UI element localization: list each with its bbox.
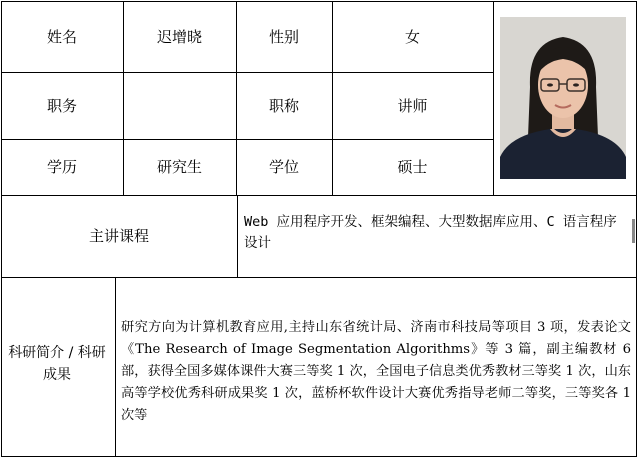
gender-label: 性别 [268,27,299,46]
col-line-4 [493,1,494,195]
degree-value: 硕士 [397,158,428,176]
gender-value: 女 [404,27,420,46]
research-label: 科研简介 / 科研成果 [8,345,106,383]
courses-text: Web 应用程序开发、框架编程、大型数据库应用、C 语言程序设计 [244,214,617,251]
table-border-bottom [1,456,636,457]
education-label: 学历 [46,158,77,176]
row-line-4 [1,277,636,278]
title-value: 讲师 [397,96,428,115]
table-border-right [636,1,637,457]
position-value [123,72,236,139]
degree-label: 学位 [268,158,299,176]
research-text: 研究方向为计算机教育应用,主持山东省统计局、济南市科技局等项目 3 项，发表论文《The Research of Image Segmentation Algorithms》等 3 篇，副主编教材 6 部，获得全国多媒体课件大赛三等奖 1 次，全国电子信息类优秀教材三等奖 1 次，山东高等学校优秀科研成果奖 1 次，蓝桥杯软件设计大赛优秀指导老师二等奖，三等奖各 1 次等 [121,320,631,423]
courses-label: 主讲课程 [88,227,149,245]
position-label: 职务 [46,96,77,115]
portrait-illustration [500,17,626,179]
col-line-research [115,277,116,457]
title-label: 职称 [268,96,299,115]
scroll-indicator[interactable] [632,219,635,243]
name-value: 迟增晓 [156,27,202,46]
education-value: 研究生 [156,158,202,176]
portrait-photo [500,17,626,179]
col-line-courses [237,195,238,277]
name-label: 姓名 [46,27,77,46]
